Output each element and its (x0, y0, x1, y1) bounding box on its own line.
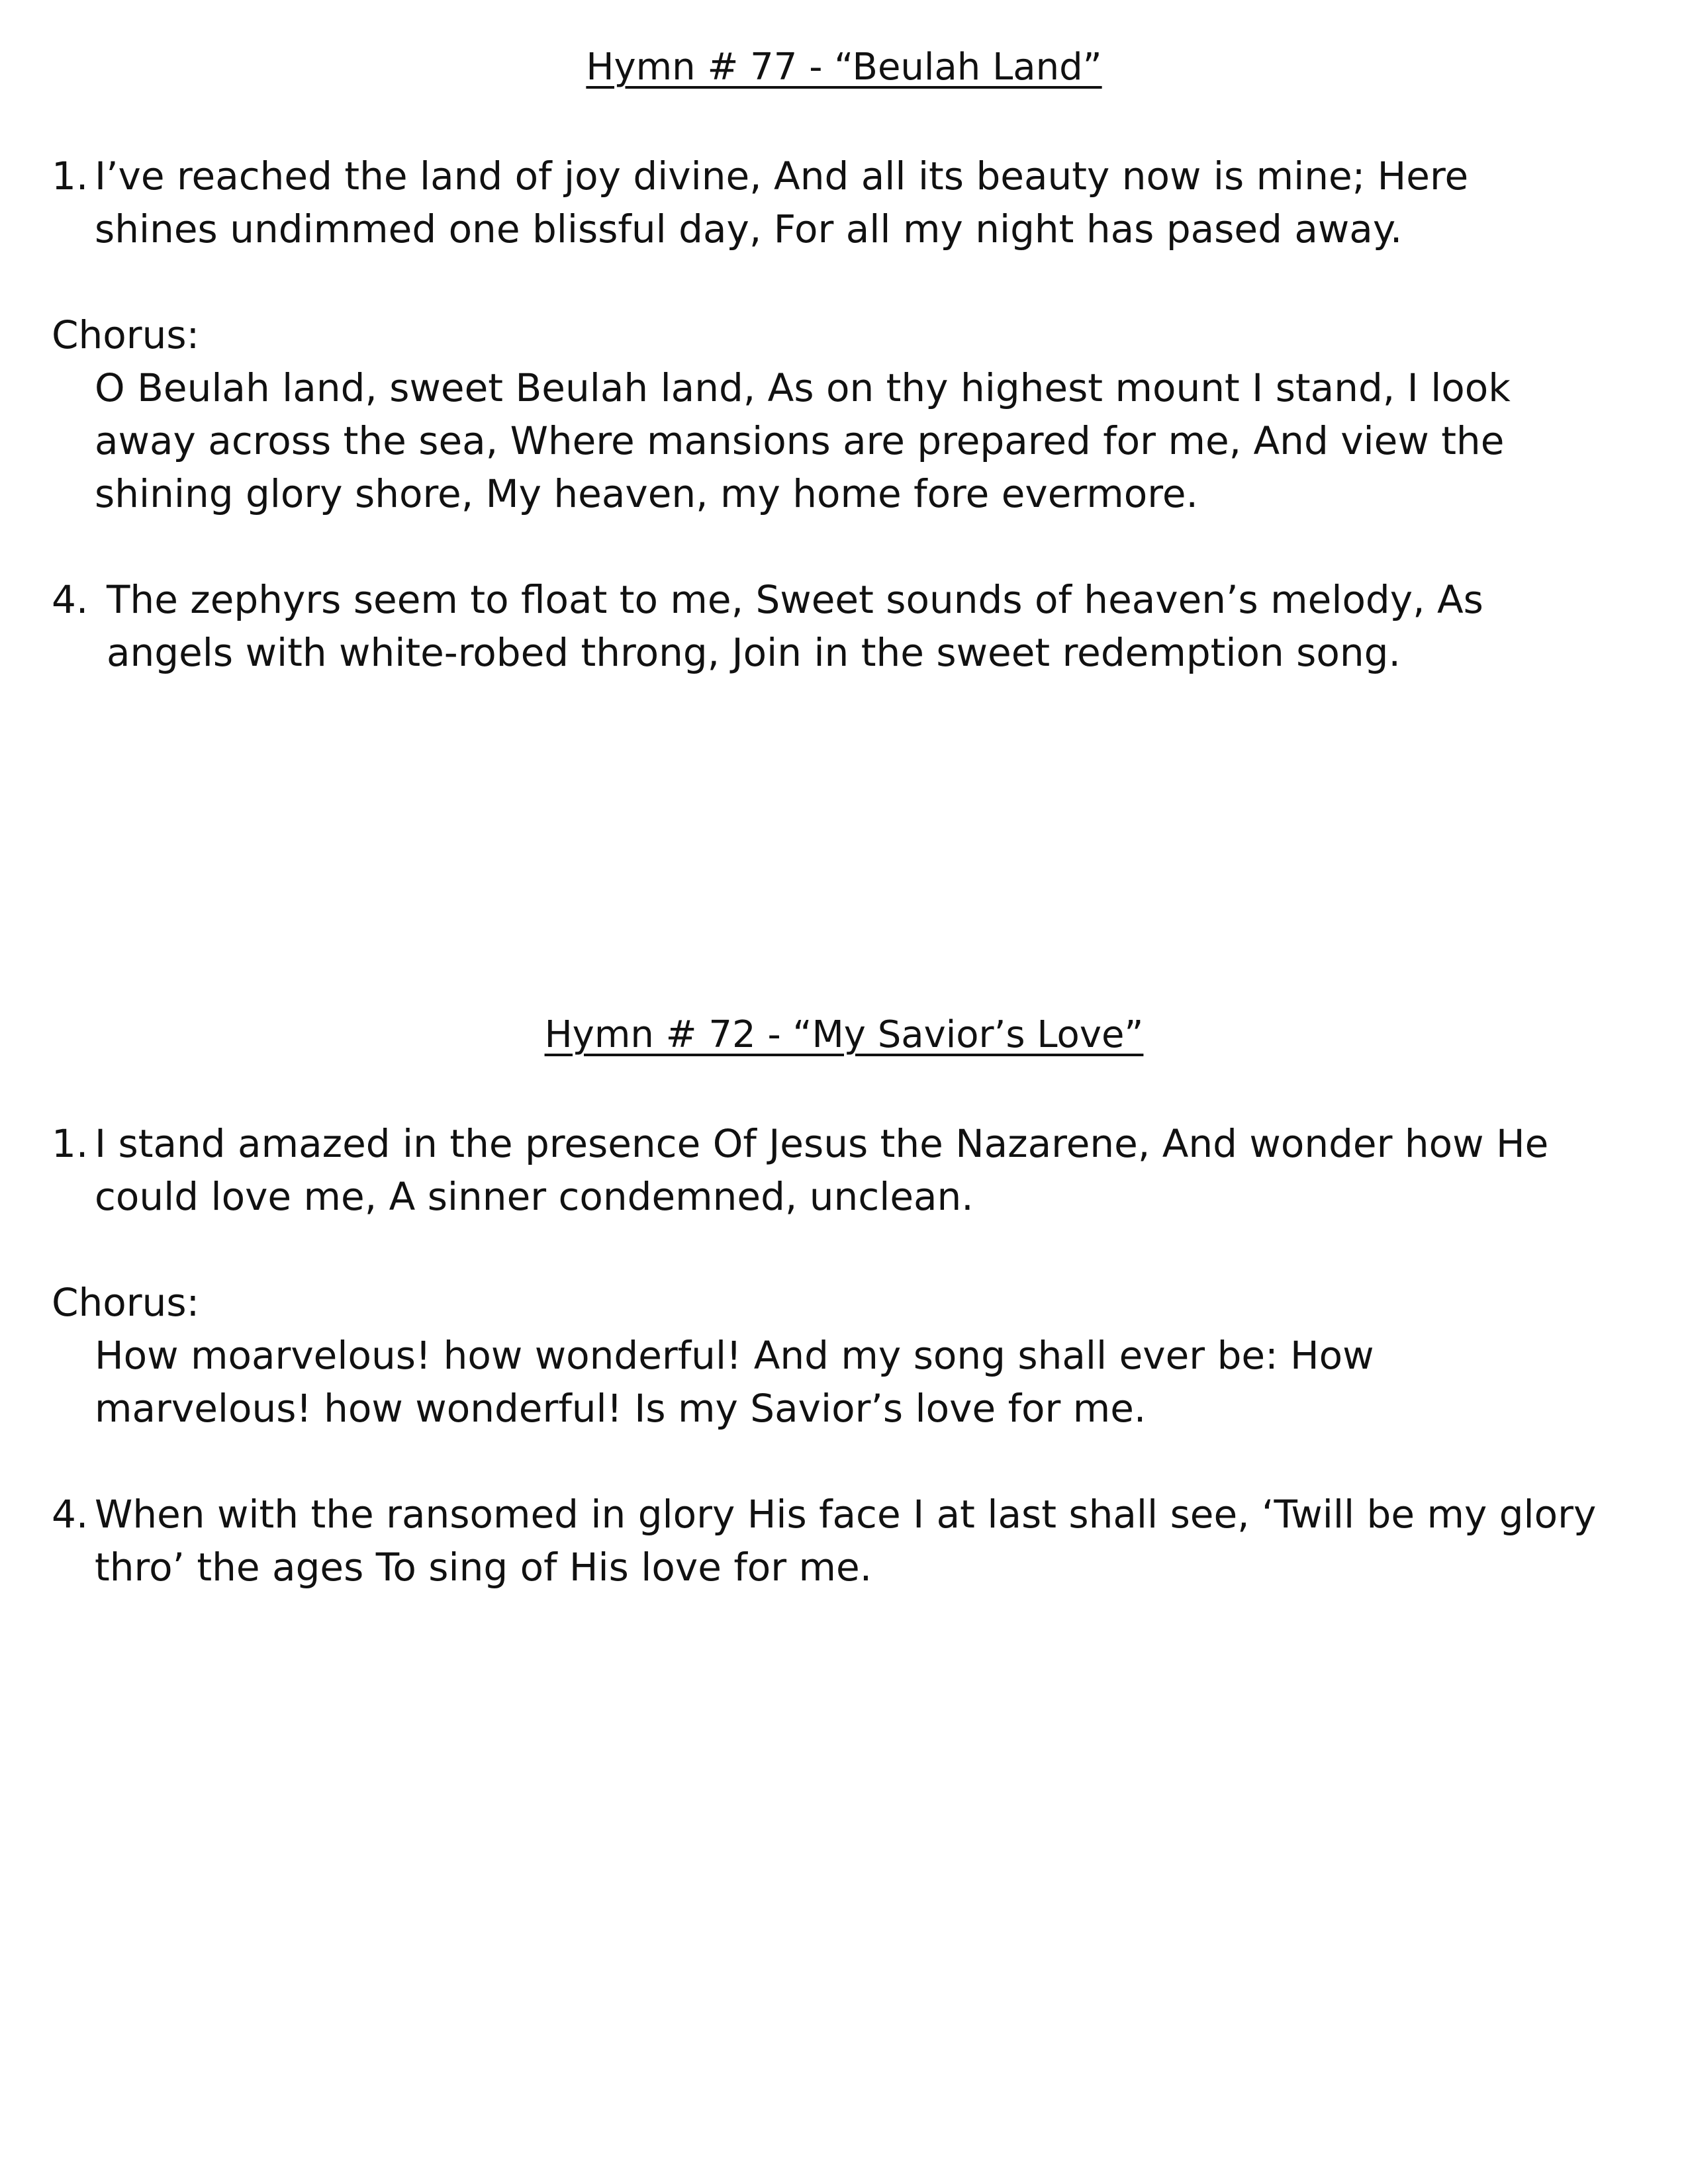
verse-text: The zephyrs seem to float to me, Sweet sounds of heaven’s melody, As angels with white-robed throng, Join in the sweet redemption song. (107, 577, 1483, 675)
chorus-label: Chorus: (52, 312, 200, 357)
verse-text: When with the ransomed in glory His face I at last shall see, ‘Twill be my glory thro’ the ages To sing of His love for me. (95, 1492, 1597, 1590)
verse-text: I stand amazed in the presence Of Jesus the Nazarene, And wonder how He could love me, A sinner condemned, unclean. (95, 1121, 1549, 1219)
verse-number: 4. (52, 1492, 89, 1537)
chorus (0, 1276, 1688, 1435)
verse-number: 1. (52, 1121, 89, 1166)
chorus-text: O Beulah land, sweet Beulah land, As on thy highest mount I stand, I look away across the sea, Where mansions are prepared for me, And view the shining glory shore, My heaven, my home fore evermore. (95, 365, 1511, 516)
verse-1 (0, 150, 1597, 255)
verse-number: 1. (52, 154, 89, 199)
hymn-title: Hymn # 72 - “My Savior’s Love” (544, 1013, 1144, 1056)
verse-number: 4. (52, 577, 89, 622)
verse-4 (0, 1488, 1597, 1594)
chorus (0, 308, 1688, 520)
hymn-my-saviors-love (0, 1009, 1688, 1647)
hymn-title: Hymn # 77 - “Beulah Land” (586, 46, 1102, 89)
verse-1 (0, 1117, 1597, 1223)
chorus-label: Chorus: (52, 1280, 200, 1325)
hymn-beulah-land (0, 41, 1688, 732)
verse-text: I’ve reached the land of joy divine, And all its beauty now is mine; Here shines undimmed one blissful day, For all my night has pased away. (95, 154, 1469, 251)
verse-4 (0, 573, 1597, 679)
chorus-text: How moarvelous! how wonderful! And my song shall ever be: How marvelous! how wonderful! Is my Savior’s love for me. (95, 1333, 1374, 1431)
